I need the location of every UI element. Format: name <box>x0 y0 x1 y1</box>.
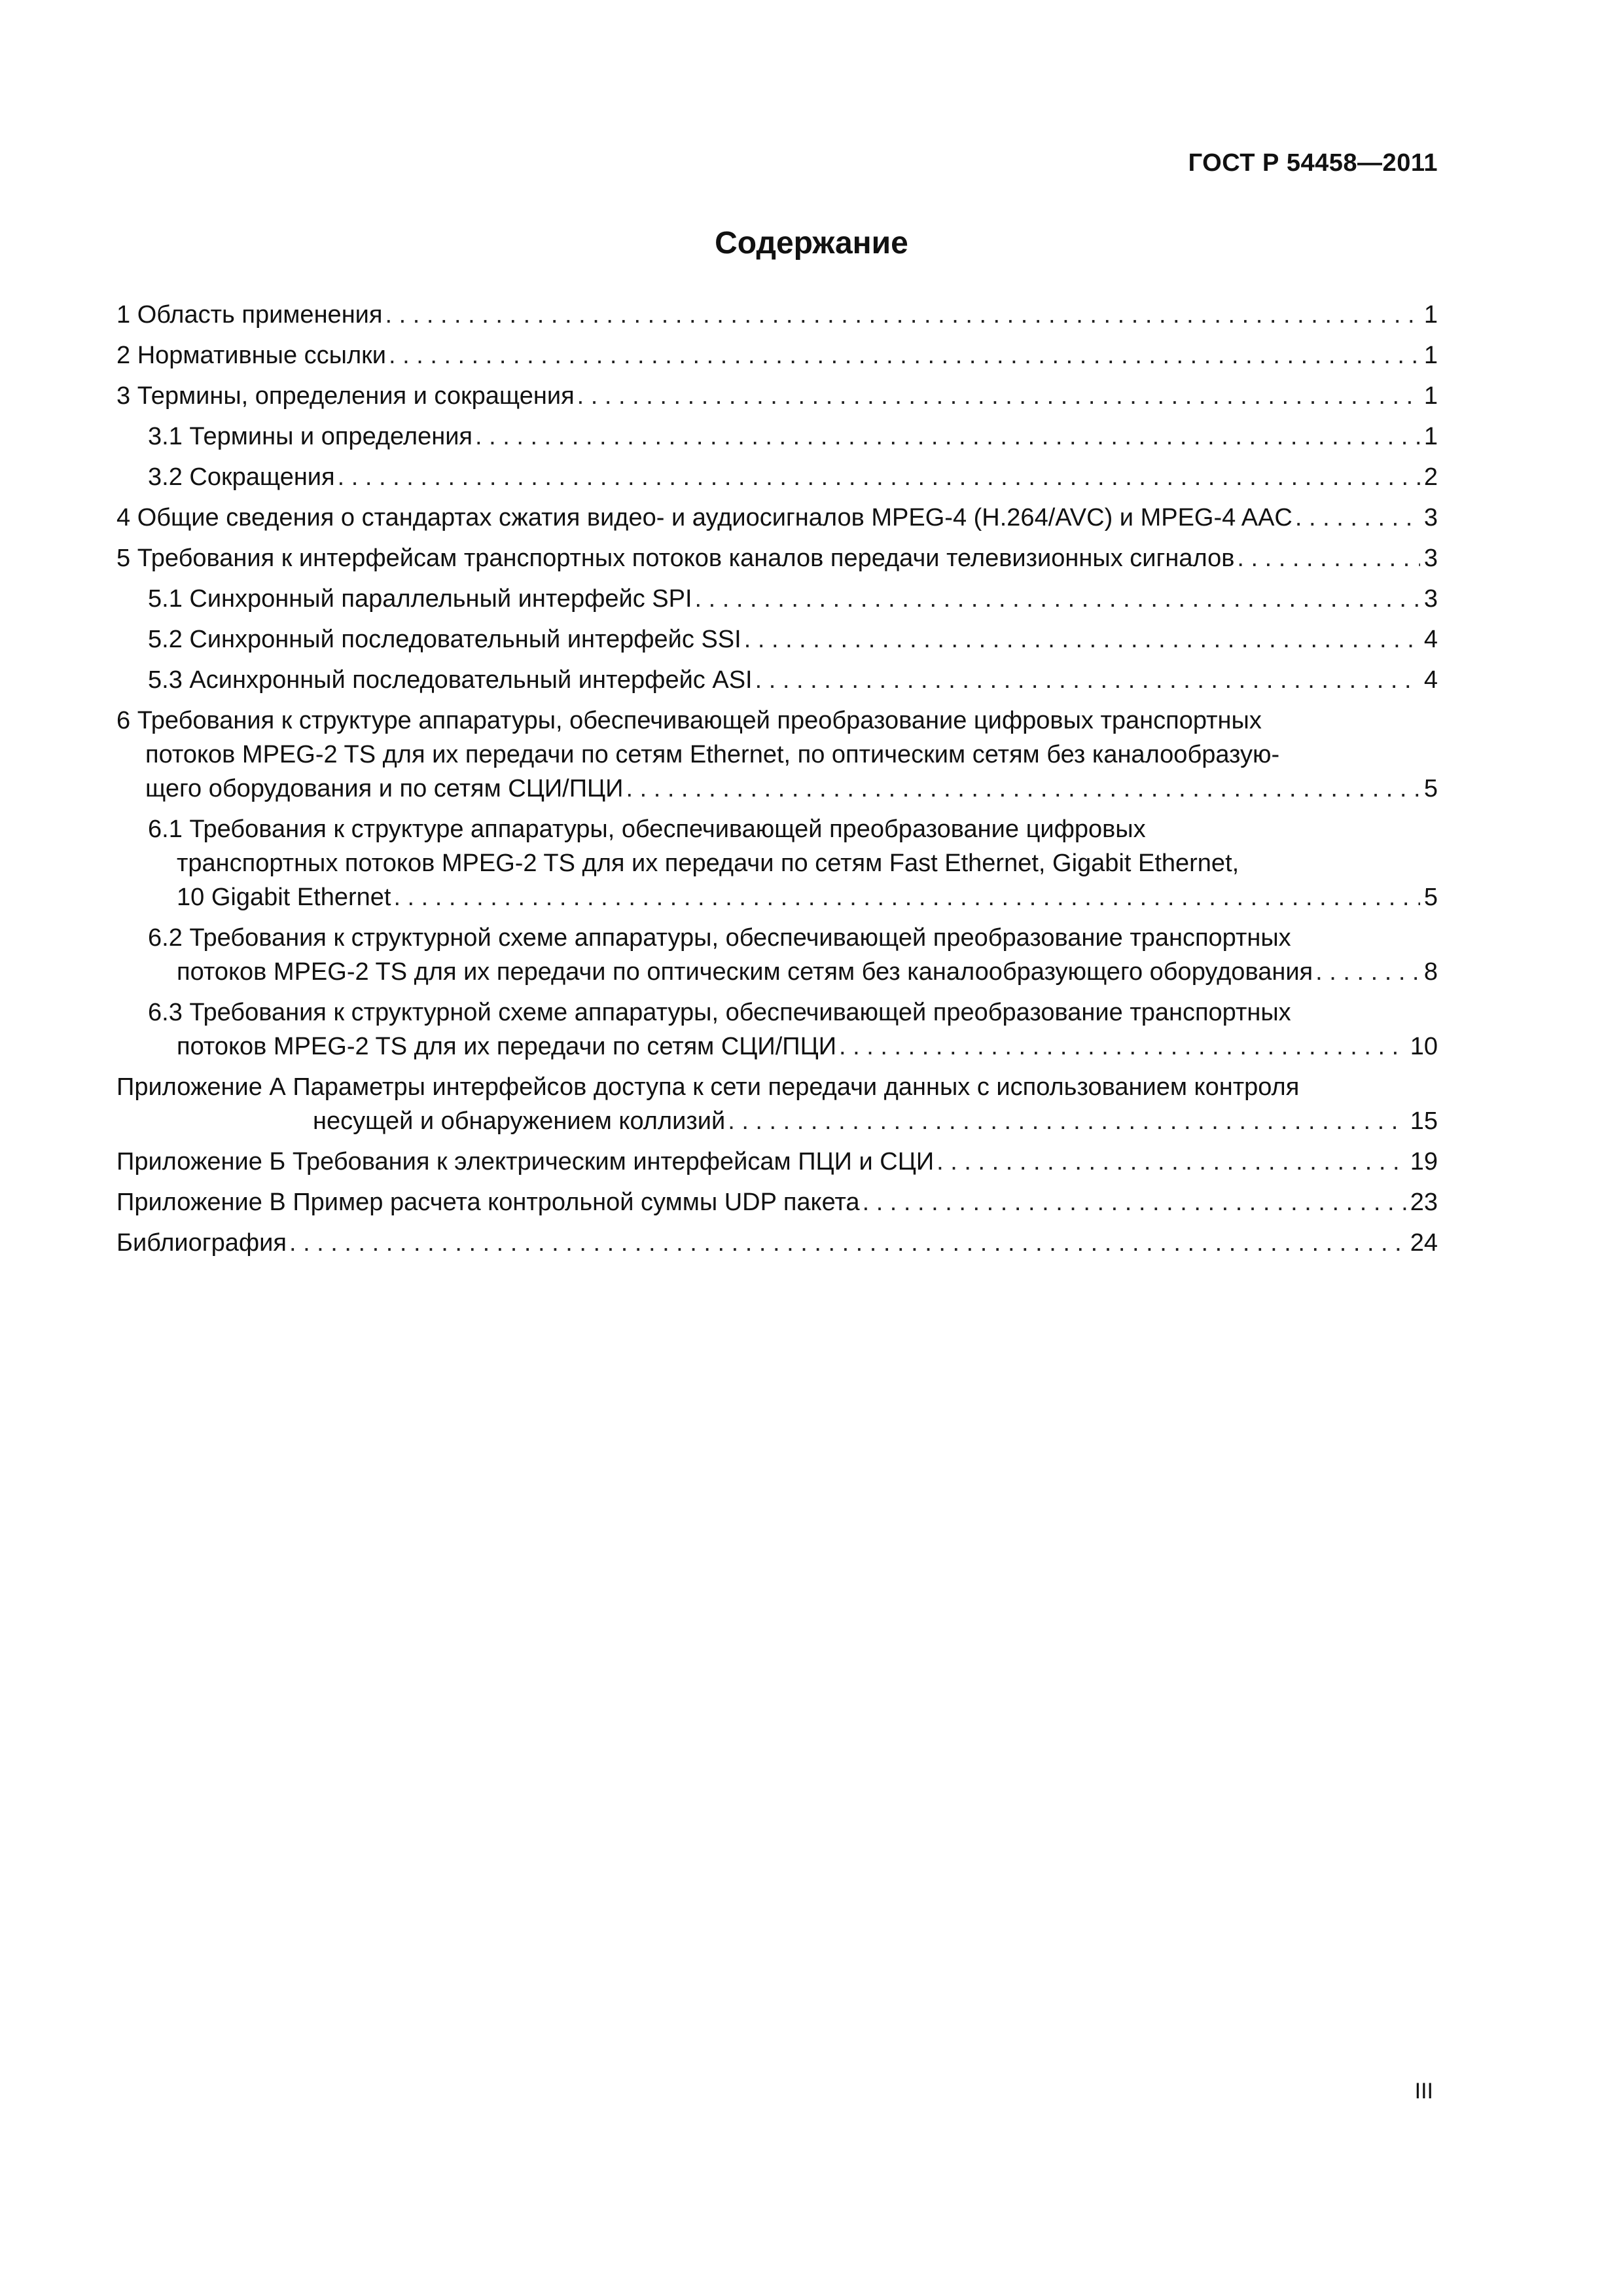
toc-leader-dots <box>1295 501 1420 535</box>
toc-entry-text: 2 Нормативные ссылки <box>116 342 386 369</box>
toc-entry[interactable] <box>116 812 1438 914</box>
toc-entry-text: 6.2 Требования к структурной схеме аппаратуры, обеспечивающей преобразование транспортных <box>148 924 1291 952</box>
toc-page-number: 1 <box>1423 382 1438 410</box>
toc-page-number: 10 <box>1410 1033 1438 1060</box>
toc-leader-dots <box>755 663 1420 697</box>
page-title: Содержание <box>715 226 908 260</box>
toc-leader-dots <box>626 772 1419 806</box>
toc-leader-dots <box>1315 955 1420 989</box>
toc-page-number: 1 <box>1423 423 1438 450</box>
toc-entry-text: 6.3 Требования к структурной схеме аппаратуры, обеспечивающей преобразование транспортных <box>148 999 1291 1026</box>
toc-entry-text: несущей и обнаружением коллизий <box>313 1107 726 1135</box>
toc-entry-text: 5 Требования к интерфейсам транспортных потоков каналов передачи телевизионных сигналов <box>116 545 1235 572</box>
toc-page-number: 1 <box>1423 342 1438 369</box>
toc-entry-text: 4 Общие сведения о стандартах сжатия видео- и аудиосигналов MPEG-4 (H.264/AVC) и MPEG-4 AAC <box>116 504 1293 531</box>
toc-entry-text: Приложение А Параметры интерфейсов доступа к сети передачи данных с использованием контроля <box>116 1073 1300 1101</box>
toc-page-number: 2 <box>1423 463 1438 491</box>
toc-page-number: 5 <box>1423 775 1438 802</box>
toc-leader-dots <box>936 1145 1406 1179</box>
toc-entry[interactable] <box>116 298 1438 332</box>
toc-leader-dots <box>695 582 1420 616</box>
toc-entry[interactable] <box>116 379 1438 413</box>
toc-entry[interactable] <box>116 921 1438 989</box>
toc-page-number: 3 <box>1423 585 1438 613</box>
toc-entry-text: 5.3 Асинхронный последовательный интерфейс ASI <box>148 666 753 694</box>
page-number: III <box>1414 2079 1433 2104</box>
toc-entry-text: щего оборудования и по сетям СЦИ/ПЦИ <box>145 775 624 802</box>
toc-entry[interactable] <box>116 996 1438 1064</box>
toc-entry[interactable] <box>116 1226 1438 1260</box>
toc-page-number: 3 <box>1423 545 1438 572</box>
toc-entry[interactable] <box>116 663 1438 697</box>
toc-leader-dots <box>289 1226 1406 1260</box>
toc-entry[interactable] <box>116 582 1438 616</box>
toc-leader-dots <box>475 420 1420 454</box>
toc-entry[interactable] <box>116 501 1438 535</box>
toc-leader-dots <box>744 622 1420 656</box>
toc-entry-text: 3 Термины, определения и сокращения <box>116 382 575 410</box>
toc-entry[interactable] <box>116 338 1438 372</box>
toc-entry[interactable] <box>116 541 1438 575</box>
toc-page-number: 1 <box>1423 301 1438 329</box>
toc-page-number: 5 <box>1423 884 1438 911</box>
toc-entry[interactable] <box>116 1185 1438 1219</box>
toc-entry[interactable] <box>116 1145 1438 1179</box>
toc-entry-text: Приложение Б Требования к электрическим интерфейсам ПЦИ и СЦИ <box>116 1148 935 1175</box>
toc-entry-text: 5.2 Синхронный последовательный интерфейс SSI <box>148 626 741 653</box>
toc-entry-text: транспортных потоков MPEG-2 TS для их передачи по сетям Fast Ethernet, Gigabit Ethernet, <box>177 850 1240 877</box>
toc-leader-dots <box>338 460 1420 494</box>
table-of-contents <box>116 298 1438 1266</box>
toc-entry-text: Библиография <box>116 1229 287 1257</box>
toc-page-number: 24 <box>1410 1229 1438 1257</box>
toc-leader-dots <box>863 1185 1406 1219</box>
toc-leader-dots <box>839 1030 1406 1064</box>
toc-leader-dots <box>577 379 1420 413</box>
toc-entry[interactable] <box>116 704 1438 806</box>
toc-entry-text: потоков MPEG-2 TS для их передачи по сетям Ethernet, по оптическим сетям без каналообразую- <box>145 741 1280 768</box>
toc-entry-text: 6.1 Требования к структуре аппаратуры, обеспечивающей преобразование цифровых <box>148 816 1146 843</box>
toc-entry[interactable] <box>116 460 1438 494</box>
standard-designation: ГОСТ Р 54458—2011 <box>1188 149 1438 177</box>
toc-page-number: 15 <box>1410 1107 1438 1135</box>
toc-entry-text: 3.2 Сокращения <box>148 463 335 491</box>
toc-page-number: 4 <box>1423 666 1438 694</box>
toc-leader-dots <box>389 338 1420 372</box>
toc-entry-text: потоков MPEG-2 TS для их передачи по оптическим сетям без каналообразующего оборудования <box>177 958 1313 986</box>
toc-leader-dots <box>393 880 1419 914</box>
toc-page-number: 8 <box>1423 958 1438 986</box>
toc-entry[interactable] <box>116 1070 1438 1138</box>
toc-entry-text: 6 Требования к структуре аппаратуры, обеспечивающей преобразование цифровых транспортных <box>116 707 1262 734</box>
toc-entry-text: потоков MPEG-2 TS для их передачи по сетям СЦИ/ПЦИ <box>177 1033 837 1060</box>
toc-entry-text: 5.1 Синхронный параллельный интерфейс SPI <box>148 585 692 613</box>
toc-entry-text: 1 Область применения <box>116 301 383 329</box>
toc-page-number: 23 <box>1410 1189 1438 1216</box>
toc-page-number: 19 <box>1410 1148 1438 1175</box>
toc-page-number: 4 <box>1423 626 1438 653</box>
toc-page-number: 3 <box>1423 504 1438 531</box>
toc-entry-text: Приложение В Пример расчета контрольной суммы UDP пакета <box>116 1189 860 1216</box>
toc-entry-text: 10 Gigabit Ethernet <box>177 884 391 911</box>
toc-entry[interactable] <box>116 420 1438 454</box>
toc-entry-text: 3.1 Термины и определения <box>148 423 473 450</box>
toc-leader-dots <box>385 298 1419 332</box>
toc-entry[interactable] <box>116 622 1438 656</box>
toc-leader-dots <box>728 1104 1406 1138</box>
toc-leader-dots <box>1237 541 1419 575</box>
